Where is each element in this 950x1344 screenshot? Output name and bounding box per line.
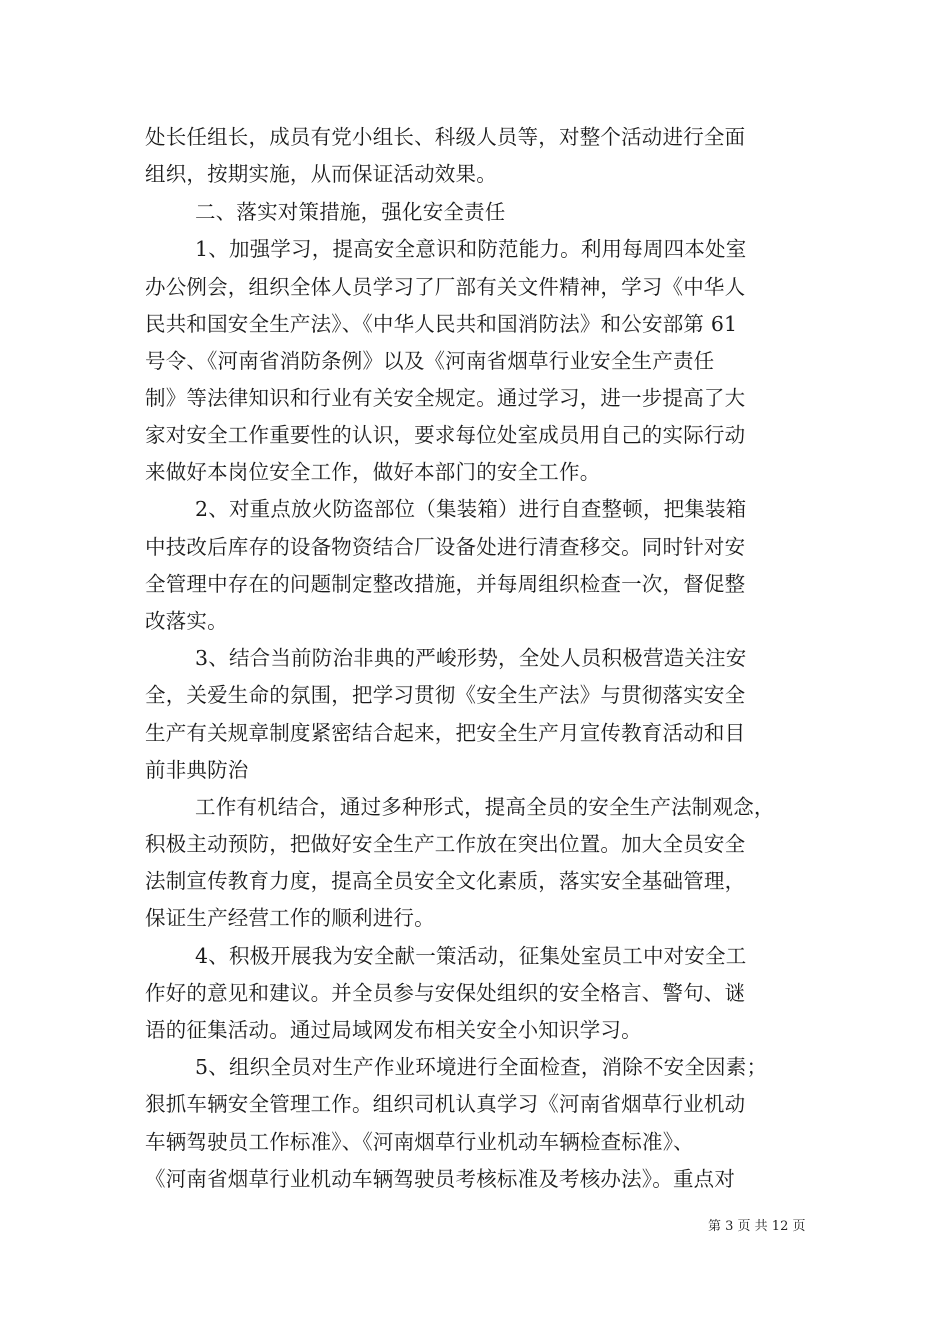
- text-line: 狠抓车辆安全管理工作。组织司机认真学习《河南省烟草行业机动: [145, 1092, 746, 1116]
- text-line: 生产有关规章制度紧密结合起来，把安全生产月宣传教育活动和目: [145, 721, 746, 745]
- text-line: 前非典防治: [145, 758, 249, 782]
- text-line: 5、组织全员对生产作业环境进行全面检查，消除不安全因素；: [195, 1055, 768, 1079]
- text-line: 全，关爱生命的氛围，把学习贯彻《安全生产法》与贯彻落实安全: [145, 683, 746, 707]
- text-line: 工作有机结合，通过多种形式，提高全员的安全生产法制观念，: [195, 795, 775, 819]
- text-line: 全管理中存在的问题制定整改措施，并每周组织检查一次，督促整: [145, 572, 746, 596]
- text-line: 积极主动预防，把做好安全生产工作放在突出位置。加大全员安全: [145, 832, 746, 856]
- text-line: 作好的意见和建议。并全员参与安保处组织的安全格言、警句、谜: [145, 981, 746, 1005]
- text-line: 组织，按期实施，从而保证活动效果。: [145, 162, 497, 186]
- text-line: 号令、《河南省消防条例》以及《河南省烟草行业安全生产责任: [145, 349, 715, 373]
- text-line: 中技改后库存的设备物资结合厂设备处进行清查移交。同时针对安: [145, 535, 746, 559]
- text-line: 1、加强学习，提高安全意识和防范能力。利用每周四本处室: [195, 237, 747, 261]
- page-number: 第 3 页 共 12 页: [708, 1219, 806, 1234]
- text-line: 语的征集活动。通过局域网发布相关安全小知识学习。: [145, 1018, 642, 1042]
- text-line: 保证生产经营工作的顺利进行。: [145, 906, 435, 930]
- text-line: 办公例会，组织全体人员学习了厂部有关文件精神，学习《中华人: [145, 275, 746, 299]
- text-line: 来做好本岗位安全工作，做好本部门的安全工作。: [145, 460, 601, 484]
- text-line: 《河南省烟草行业机动车辆驾驶员考核标准及考核办法》。重点对: [145, 1167, 736, 1191]
- text-line: 车辆驾驶员工作标准》、《河南烟草行业机动车辆检查标准》、: [145, 1130, 694, 1154]
- text-line: 处长任组长，成员有党小组长、科级人员等，对整个活动进行全面: [145, 125, 746, 149]
- text-line: 2、对重点放火防盗部位（集装箱）进行自查整顿，把集装箱: [195, 497, 747, 521]
- text-line: 家对安全工作重要性的认识，要求每位处室成员用自己的实际行动: [145, 423, 746, 447]
- text-line: 改落实。: [145, 609, 228, 633]
- text-line: 4、积极开展我为安全献一策活动，征集处室员工中对安全工: [195, 944, 747, 968]
- text-line: 民共和国安全生产法》、《中华人民共和国消防法》和公安部第 61: [145, 312, 738, 336]
- text-line: 3、结合当前防治非典的严峻形势，全处人员积极营造关注安: [195, 646, 747, 670]
- text-line: 制》等法律知识和行业有关安全规定。通过学习，进一步提高了大: [145, 386, 746, 410]
- text-line: 法制宣传教育力度，提高全员安全文化素质，落实安全基础管理，: [145, 869, 746, 893]
- section-heading: 二、落实对策措施，强化安全责任: [195, 200, 506, 224]
